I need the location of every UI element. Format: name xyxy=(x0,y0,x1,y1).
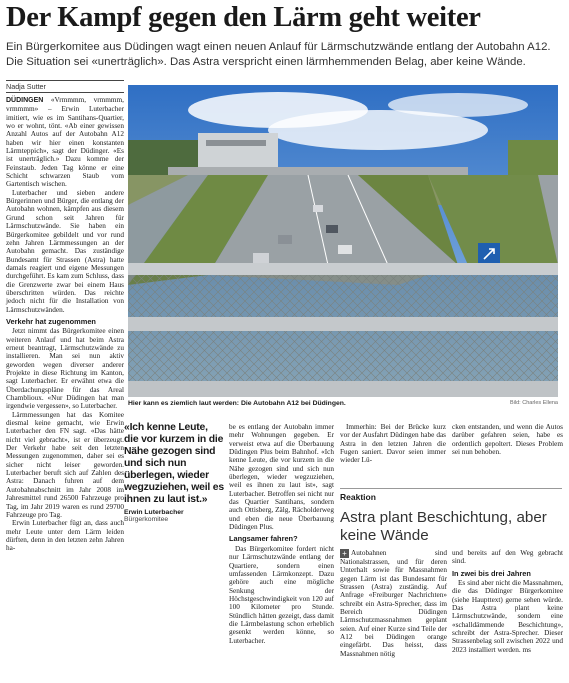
pull-quote xyxy=(124,422,224,523)
article-column-2 xyxy=(229,423,334,645)
box-column-2 xyxy=(452,549,563,654)
box-rubric: Reaktion xyxy=(340,488,562,502)
paragraph: Erwin Luterbacher fügt an, dass auch mehr Leute unter dem Lärm leiden dürften, denn in den letzten zehn Jahren ha- xyxy=(6,519,124,553)
paragraph: Autobahnen sind Nationalstrassen, und für deren Unterhalt sowie für Massnahmen gegen Lärm ist das Bundesamt für Strassen (Astra) zuständig. Auf Anfrage «Freiburger Nachrichten» schreibt ein Astra-Sprecher, dass im Bereich Düdingen Lärmschutzmassnahmen geplant seien. Auf einer Kurze sind Teile der A12 bei Düdingen orange eingefärbt. Das heisst, dass Massnahmen nötig xyxy=(340,549,447,658)
lead-text: Ein Bürgerkomitee aus Düdingen wagt einen neuen Anlauf für Lärmschutzwände entlang der Autobahn A12. Die Situation sei «unerträglich». Das Astra verspricht einen lärmhemmenden Belag, aber keine Wände. xyxy=(6,41,551,68)
plus-icon: + xyxy=(340,549,349,558)
subheading: Langsamer fahren? xyxy=(229,534,298,544)
headline: Der Kampf gegen den Lärm geht weiter xyxy=(6,2,481,33)
paragraph: «Vrmmmm, vrmmmm, vrmmmm» – Erwin Luterbacher imitiert, wie es im Santihans-Quartier, wo er wohnt, tönt. «Ab einer gewissen Anzahl Autos auf der Autobahn A12 haben wir hier einen konstanten Lärmteppich», sagt der Düdinger. «Es ist unerträglich.» Dazu komme der Feinstaub. Jeden Tag könne er eine Schicht schwarzen Staub vom Gartentisch wischen. xyxy=(6,96,124,189)
author-byline: Nadja Sutter xyxy=(6,80,124,93)
photo-credit: Bild: Charles Ellena xyxy=(510,400,558,406)
highway-photo xyxy=(128,85,558,397)
box-column-1 xyxy=(340,549,447,658)
article-column-4 xyxy=(452,423,563,456)
paragraph: Jetzt nimmt das Bürgerkomitee einen weiteren Anlauf und hat beim Astra erneut beantragt, Lärmschutzwände zu installieren. Man sei nun aktiv geworden wegen diverser anderer Projekte in diese Richtung im Kanton, sagt Luterbacher. Er erwähnt etwa die Überdachungspläne für das Areal Chamblioux. «Nur Düdingen hat man irgendwie vergessen», so Luterbacher. xyxy=(6,327,124,411)
dateline: DÜDINGEN xyxy=(6,97,44,104)
paragraph: Lärmmessungen hat das Komitee diesmal keine gemacht, wie Erwin Luterbacher den FN sagt. «Das hätte nicht viel gebracht», ist er überzeugt. Der Verkehr habe seit den letzten Messungen zugenommen, daher sei es sicher nicht leiser geworden. Luterbacher beruft sich auf Zahlen des Astra: Danach fuhren auf dem Autobahnabschnitt im Jahr 2008 im Jahresmittel rund 26500 Fahrzeuge pro Tag, im Jahr 2019 waren es rund 29700 Fahrzeuge pro Tag. xyxy=(6,410,124,519)
article-column-1 xyxy=(6,96,124,553)
subheading: Verkehr hat zugenommen xyxy=(6,316,96,326)
paragraph: Es sind aber nicht die Massnahmen, die das Düdinger Bürgerkomitee (siehe Haupttext) gerne sehen würde. Das Astra plant keine Lärmschutzwände, sondern eine «schalldämmende Beschichtung», schreibt der Astra-Sprecher. Dieser Strassenbelag soll zwischen 2022 und 2023 installiert werden. ms xyxy=(452,579,563,654)
paragraph: Immerhin: Bei der Brücke kurz vor der Ausfahrt Düdingen habe das Astra in den letzten Jahren die Fugen saniert. Davor seien immer wieder Lü- xyxy=(340,423,446,465)
paragraph: und bereits auf den Weg gebracht sind. xyxy=(452,549,563,566)
article-column-3 xyxy=(340,423,446,465)
box-title: Astra plant Beschichtung, aber keine Wände xyxy=(340,509,547,544)
photo-caption: Hier kann es ziemlich laut werden: Die Autobahn A12 bei Düdingen. xyxy=(128,400,346,407)
quote-name: Erwin Luterbacher xyxy=(124,509,184,516)
quote-text: «Ich kenne Leute, die vor kurzem in die Nähe gezogen sind und sich nun überlegen, wieder wegzuziehen, weil es ihnen zu laut ist.» xyxy=(124,422,224,505)
photo-caption-row xyxy=(128,400,558,410)
subheading: In zwei bis drei Jahren xyxy=(452,568,531,578)
paragraph: Das Bürgerkomitee fordert nicht nur Lärmschutzwände entlang der Quartiere, sondern einen umfassenden Lärmkonzept. Dazu gehöre auch eine mögliche Senkung der Höchstgeschwindigkeit von 120 auf 100 Kilometer pro Stunde. Stündlich hätten gezeigt, dass damit die Lärmbelastung schon erheblich gesenkt werden könne, so Luterbacher. xyxy=(229,544,334,645)
quote-role: Bürgerkomitee xyxy=(124,516,169,523)
paragraph: be es entlang der Autobahn immer mehr Wohnungen gegeben. Er verweist etwa auf die Überbauung Düdingen Plus beim Bahnhof. «Ich kenne Leute, die vor kurzem in die Nähe gezogen sind und sich nun überlegen, wieder wegzuziehen, weil es ihnen zu laut ist», sagt Luterbacher. Betroffen sei nicht nur das Quartier Santihans, sondern auch Ottisberg, Zälg, Rächolderweg und eben die neue Überbauung Düdingen Plus. xyxy=(229,423,334,532)
paragraph: Luterbacher und sieben andere Bürgerinnen und Bürger, die entlang der Autobahn wohnen, kämpfen aus diesem Grund schon seit Jahren für Lärmschutzwände. Sie haben ein Bürgerkomitee gebildelt und vor rund zehn Jahren Lärmmessungen an der Autobahn gemacht. Das zuständige Bundesamt für Strassen (Astra) hatte damals reagiert und eigene Messungen durchgeführt. Es kam zum Schluss, dass die Grenzwerte zwar bei einem Haus überschritten würden. Das reichte jedoch nicht für die Installation von Lärmschutzwänden. xyxy=(6,188,124,314)
paragraph: cken entstanden, und wenn die Autos darüber gefahren seien, habe es ordentlich gepoltert. Dieses Problem sei nun behoben. xyxy=(452,423,563,457)
